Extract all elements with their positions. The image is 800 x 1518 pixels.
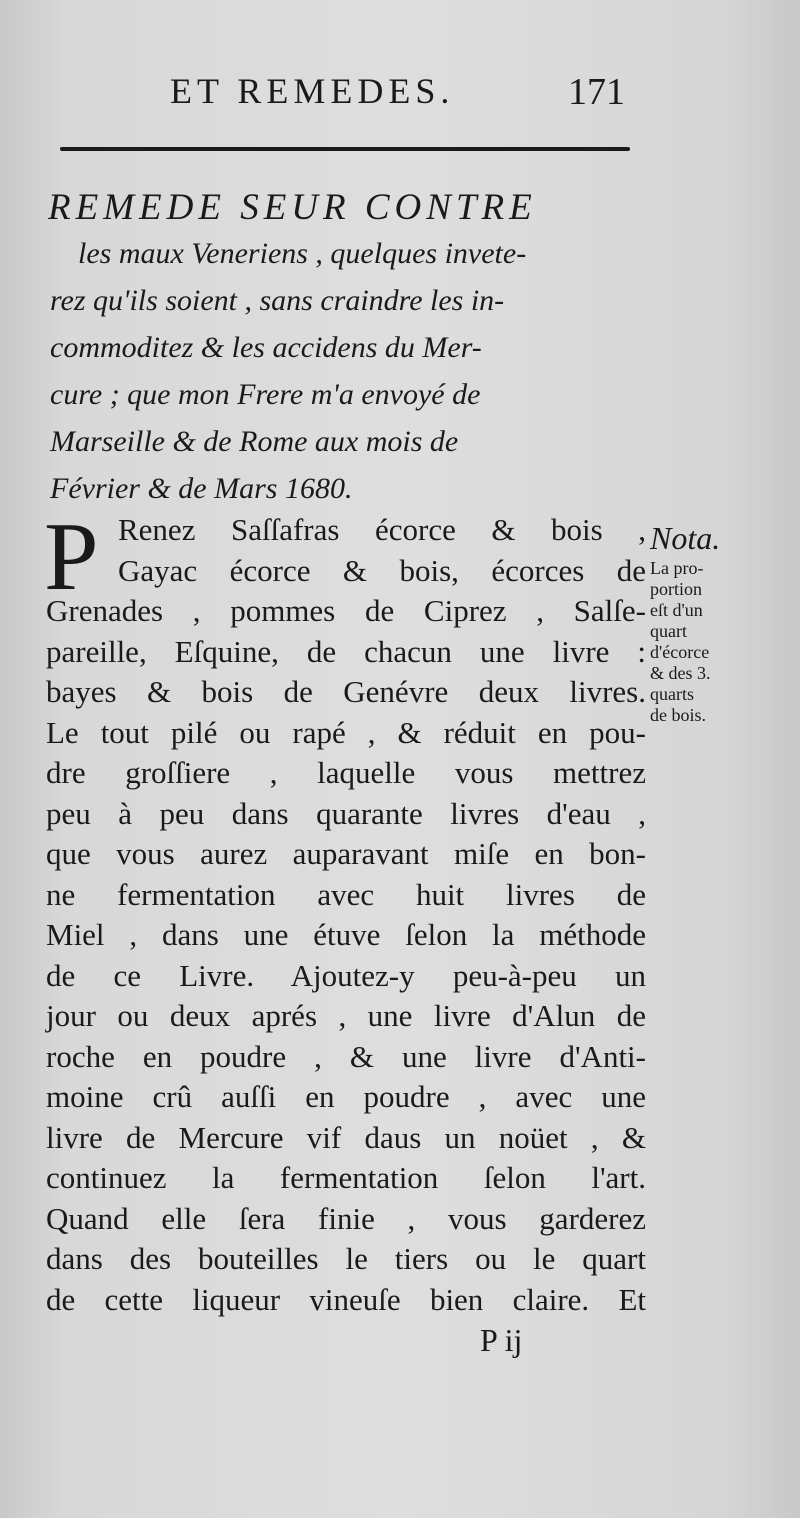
margin-note-line: quarts [650, 684, 694, 704]
body-line: Gayac écorce & bois, écorces de [118, 552, 646, 588]
running-title: ET REMEDES. [170, 71, 455, 111]
body-line: dre groſſiere , laquelle vous mettrez [46, 755, 646, 790]
title-line: Février & de Mars 1680. [50, 472, 353, 505]
margin-note-line: d'écorce [650, 642, 710, 662]
body-line: dans des bouteilles le tiers ou le quart [46, 1241, 646, 1276]
body-line: jour ou deux aprés , une livre d'Alun de [46, 998, 646, 1033]
body-text [44, 503, 646, 1320]
body-line: moine crû auſſi en poudre , avec une [46, 1079, 646, 1114]
remedy-title [48, 186, 648, 512]
title-line: les maux Veneriens , quelques invete- [78, 237, 527, 270]
margin-note-line: eſt d'un [650, 600, 703, 620]
page-number: 171 [568, 71, 625, 113]
body-line: Renez Saſſafras écorce & bois , [118, 512, 646, 547]
title-heading: REMEDE SEUR CONTRE [48, 187, 537, 228]
header-rule [60, 147, 630, 151]
title-line: commoditez & les accidens du Mer- [50, 331, 482, 364]
body-line: que vous aurez auparavant miſe en bon- [46, 836, 646, 871]
margin-note [650, 518, 760, 726]
body-line: Le tout pilé ou rapé , & réduit en pou- [46, 714, 646, 750]
body-line: pareille, Eſquine, de chacun une livre : [46, 633, 646, 669]
drop-cap: P [44, 503, 99, 611]
body-line: roche en poudre , & une livre d'Anti- [46, 1038, 646, 1074]
margin-note-line: & des 3. [650, 663, 711, 683]
margin-note-line: quart [650, 621, 687, 641]
title-line: Marseille & de Rome aux mois de [50, 425, 459, 458]
body-line: Miel , dans une étuve ſelon la méthode [46, 917, 646, 952]
body-line: livre de Mercure vif daus un noüet , & [46, 1119, 646, 1155]
body-line: de ce Livre. Ajoutez-y peu-à-peu un [46, 957, 646, 993]
body-line: Quand elle ſera finie , vous garderez [46, 1200, 646, 1236]
body-line: bayes & bois de Genévre deux livres. [46, 674, 646, 709]
body-line: de cette liqueur vineuſe bien claire. Et [46, 1281, 646, 1317]
body-line: Grenades , pommes de Ciprez , Salſe- [46, 593, 646, 628]
margin-note-title: Nota. [650, 520, 721, 556]
signature-mark: P ij [480, 1322, 523, 1358]
title-line: cure ; que mon Frere m'a envoyé de [50, 378, 481, 411]
margin-note-line: de bois. [650, 705, 706, 725]
margin-note-line: portion [650, 579, 702, 599]
body-line: continuez la fermentation ſelon l'art. [46, 1160, 646, 1195]
margin-note-line: La pro- [650, 558, 704, 578]
title-line: rez qu'ils soient , sans craindre les in- [50, 284, 505, 317]
body-line: ne fermentation avec huit livres de [46, 876, 646, 912]
body-line: peu à peu dans quarante livres d'eau , [46, 795, 646, 831]
